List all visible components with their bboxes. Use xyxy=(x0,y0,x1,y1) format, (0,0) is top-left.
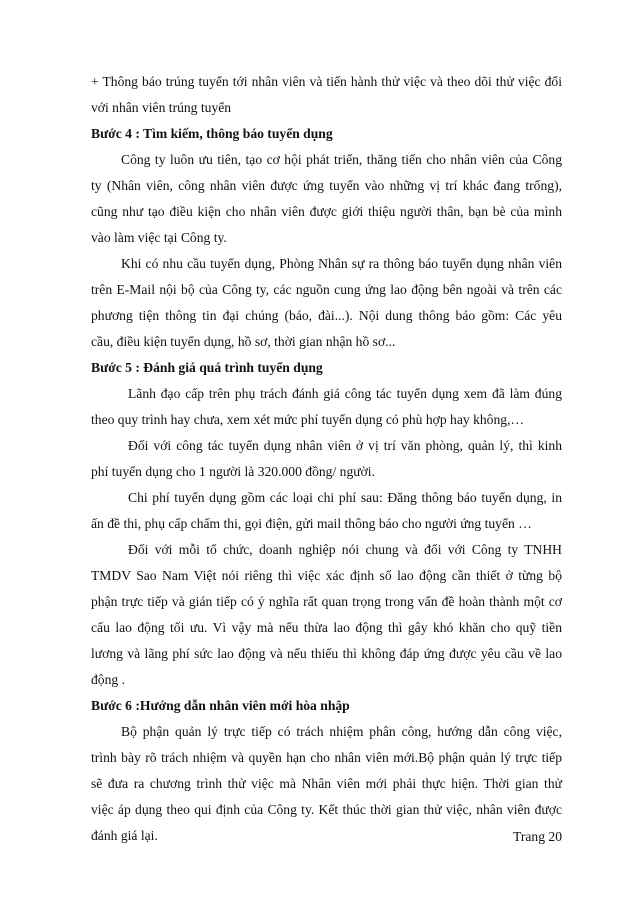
text-line: ấn đề thi, phụ cấp chấm thi, gọi điện, gửi mail thông báo cho người ứng tuyển … xyxy=(91,516,532,531)
text-line: cấu lao động tối ưu. Vì vậy mà nếu thừa lao động thì gây khó khăn cho quỹ tiền xyxy=(91,620,562,635)
text-line: đánh giá lại. xyxy=(91,828,158,843)
text-line: trên E-Mail nội bộ của Công ty, các nguồn cung ứng lao động bên ngoài và trên các xyxy=(91,282,562,297)
text-line: trình bày rõ trách nhiệm và quyền hạn cho nhân viên mới.Bộ phận quản lý trực tiếp xyxy=(91,750,562,765)
text-line: TMDV Sao Nam Việt nói riêng thì việc xác định số lao động cần thiết ở từng bộ xyxy=(91,568,562,583)
text-line: theo quy trình hay chưa, xem xét mức phí tuyển dụng có phù hợp hay không,… xyxy=(91,412,525,427)
text-line: cũng như tạo điều kiện cho nhân viên được giới thiệu người thân, bạn bè của mình xyxy=(91,204,562,219)
text-line: Công ty luôn ưu tiên, tạo cơ hội phát triển, thăng tiến cho nhân viên của Công xyxy=(121,152,562,167)
text-line: sẽ đưa ra chương trình thử việc mà Nhân viên mới phải thực hiện. Thời gian thử xyxy=(91,776,562,791)
text-line: với nhân viên trúng tuyển xyxy=(91,100,232,115)
text-line: lương và lãng phí sức lao động và nếu thiếu thì không đáp ứng được yêu cầu về lao xyxy=(91,646,562,661)
text-line: + Thông báo trúng tuyển tới nhân viên và tiến hành thử việc và theo dõi thử việc đối xyxy=(91,74,562,89)
text-line: phận trực tiếp và gián tiếp có ý nghĩa rất quan trọng trong vấn đề hoàn thành một cơ xyxy=(91,594,562,609)
text-line: Bộ phận quản lý trực tiếp có trách nhiệm phân công, hướng dẫn công việc, xyxy=(121,724,562,739)
text-line: cầu, điều kiện tuyển dụng, hồ sơ, thời gian nhận hồ sơ... xyxy=(91,334,396,349)
section-heading: Bước 5 : Đánh giá quá trình tuyển dụng xyxy=(91,360,323,375)
text-line: phí tuyển dụng cho 1 người là 320.000 đồng/ người. xyxy=(91,464,375,479)
text-line: ty (Nhân viên, công nhân viên được ứng tuyển vào những vị trí khác đang trống), xyxy=(91,178,562,193)
page-number: Trang 20 xyxy=(513,829,562,844)
text-line: Đối với mỗi tổ chức, doanh nghiệp nói chung và đối với Công ty TNHH xyxy=(128,542,562,557)
text-line: Chi phí tuyển dụng gồm các loại chi phí sau: Đăng thông báo tuyển dụng, in xyxy=(128,490,562,505)
section-heading: Bước 4 : Tìm kiếm, thông báo tuyển dụng xyxy=(91,126,333,141)
text-line: việc áp dụng theo qui định của Công ty. Kết thúc thời gian thử việc, nhân viên được xyxy=(91,802,562,817)
text-line: Đối với công tác tuyển dụng nhân viên ở vị trí văn phòng, quản lý, thì kinh xyxy=(128,438,562,453)
text-line: Lãnh đạo cấp trên phụ trách đánh giá công tác tuyển dụng xem đã làm đúng xyxy=(128,386,562,401)
text-line: Khi có nhu cầu tuyển dụng, Phòng Nhân sự ra thông báo tuyển dụng nhân viên xyxy=(121,256,562,271)
section-heading: Bước 6 :Hướng dẫn nhân viên mới hòa nhập xyxy=(91,698,350,713)
text-line: động . xyxy=(91,672,125,687)
text-line: vào làm việc tại Công ty. xyxy=(91,230,227,245)
text-line: phương tiện thông tin đại chúng (báo, đài...). Nội dung thông báo gồm: Các yêu xyxy=(91,308,562,323)
